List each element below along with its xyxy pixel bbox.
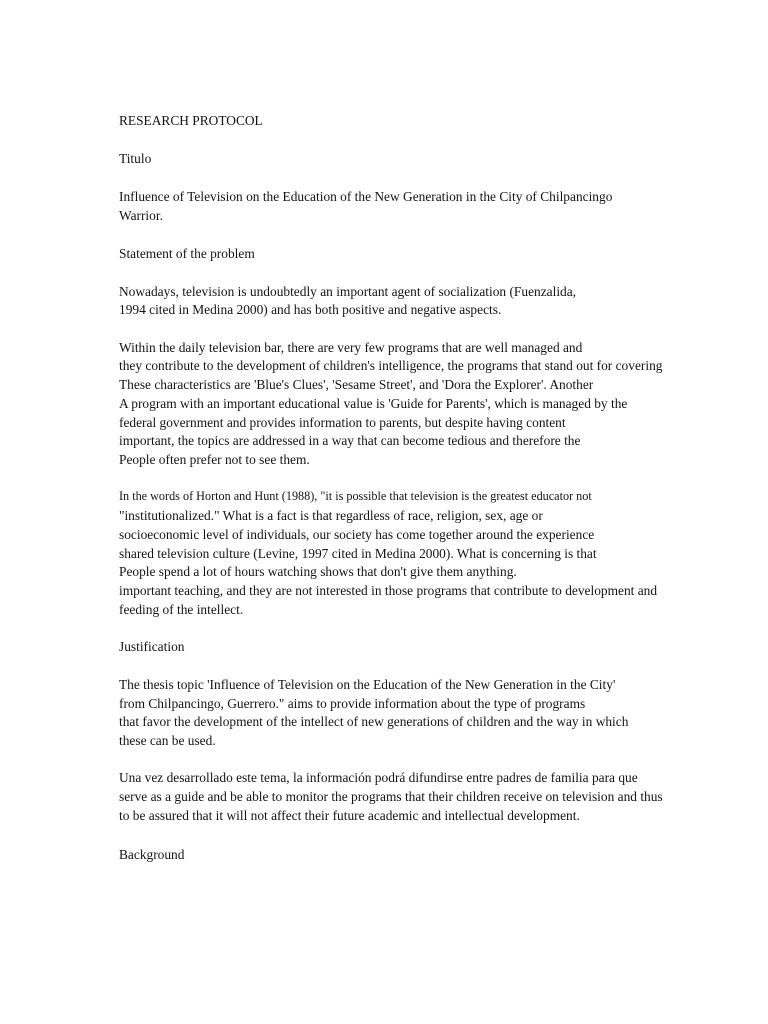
title-line: Influence of Television on the Education of the New Generation in the City of Chilpancingo <box>119 189 613 204</box>
document-heading: RESEARCH PROTOCOL <box>119 113 263 128</box>
problem-p3-line: shared television culture (Levine, 1997 cited in Medina 2000). What is concerning is that <box>119 546 597 561</box>
justification-p2-line: to be assured that it will not affect their future academic and intellectual development. <box>119 808 580 823</box>
problem-p3-line: important teaching, and they are not interested in those programs that contribute to development and <box>119 583 658 598</box>
justification-p1-line: that favor the development of the intellect of new generations of children and the way in which <box>119 714 629 729</box>
problem-p2-line: Within the daily television bar, there are very few programs that are well managed and <box>119 340 583 355</box>
justification-heading: Justification <box>119 639 185 654</box>
problem-heading: Statement of the problem <box>119 246 255 261</box>
problem-p2-line: federal government and provides information to parents, but despite having content <box>119 415 566 430</box>
background-heading: Background <box>119 847 185 862</box>
justification-p2-line: Una vez desarrollado este tema, la información podrá difundirse entre padres de familia para que <box>119 770 638 785</box>
problem-p3-line: "institutionalized." What is a fact is that regardless of race, religion, sex, age or <box>119 508 543 523</box>
problem-p2-line: important, the topics are addressed in a way that can become tedious and therefore the <box>119 433 581 448</box>
justification-p1-line: from Chilpancingo, Guerrero." aims to provide information about the type of programs <box>119 696 586 711</box>
problem-p2-line: People often prefer not to see them. <box>119 452 310 467</box>
problem-p2-line: A program with an important educational value is 'Guide for Parents', which is managed by the <box>119 396 628 411</box>
problem-p1-line: 1994 cited in Medina 2000) and has both positive and negative aspects. <box>119 302 502 317</box>
problem-p2-line: These characteristics are 'Blue's Clues', 'Sesame Street', and 'Dora the Explorer'. Another <box>119 377 594 392</box>
problem-p3-line: People spend a lot of hours watching shows that don't give them anything. <box>119 564 517 579</box>
title-label: Titulo <box>119 151 152 166</box>
problem-p2-line: they contribute to the development of children's intelligence, the programs that stand out for covering <box>119 358 663 373</box>
justification-p2-line: serve as a guide and be able to monitor the programs that their children receive on television and thus <box>119 789 663 804</box>
justification-p1-line: The thesis topic 'Influence of Television on the Education of the New Generation in the City' <box>119 677 616 692</box>
title-line: Warrior. <box>119 208 163 223</box>
problem-p3-line: socioeconomic level of individuals, our society has come together around the experience <box>119 527 595 542</box>
justification-p1-line: these can be used. <box>119 733 216 748</box>
problem-p1-line: Nowadays, television is undoubtedly an important agent of socialization (Fuenzalida, <box>119 284 577 299</box>
problem-p3-line: feeding of the intellect. <box>119 602 244 617</box>
problem-p3-line: In the words of Horton and Hunt (1988), "it is possible that television is the greatest educator not <box>119 489 592 503</box>
